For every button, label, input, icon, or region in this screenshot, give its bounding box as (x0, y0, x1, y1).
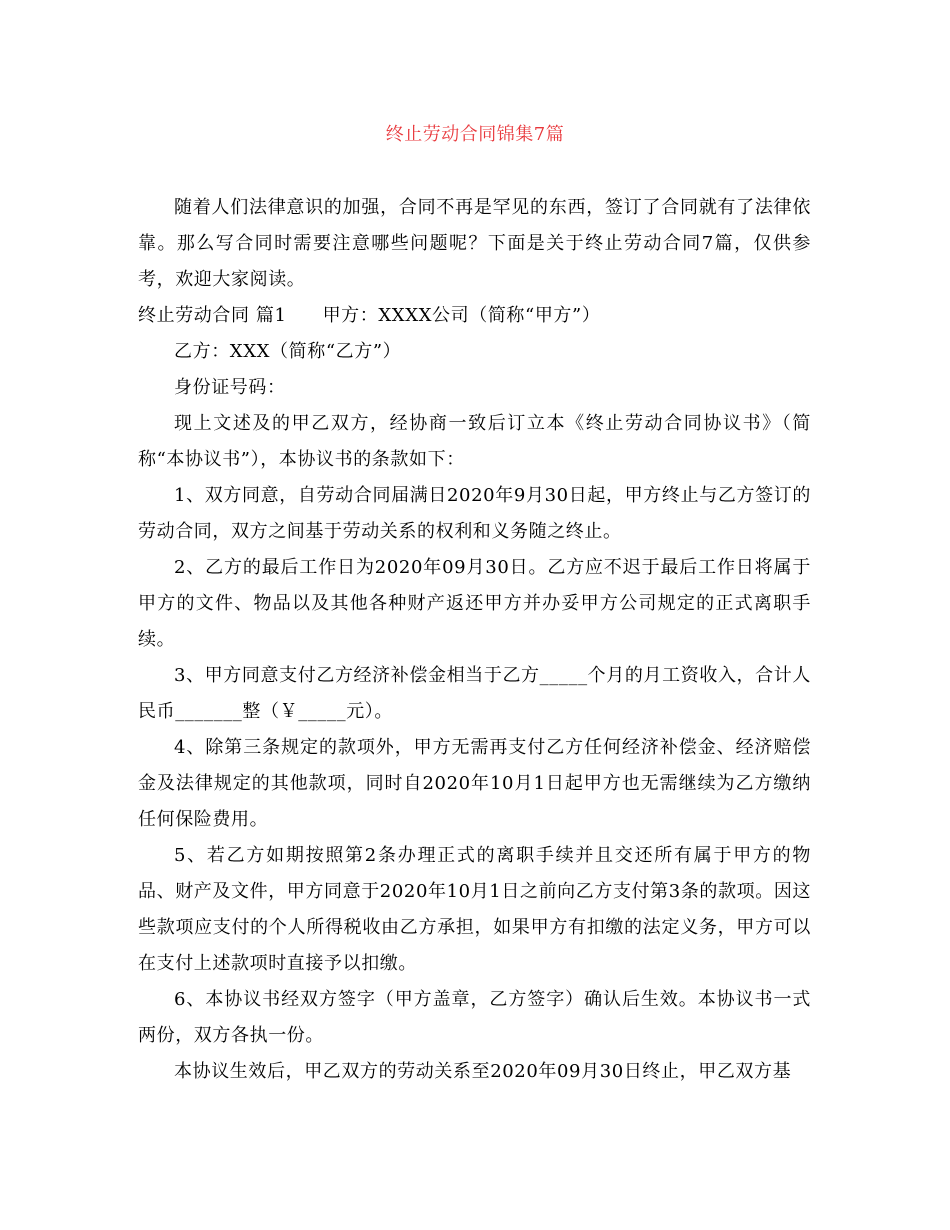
clause-5: 5、若乙方如期按照第2条办理正式的离职手续并且交还所有属于甲方的物品、财产及文件，甲方同意于2020年10月1日之前向乙方支付第3条的款项。因这些款项应支付的个人所得税收由乙方承担，如果甲方有扣缴的法定义务，甲方可以在支付上述款项时直接予以扣缴。 (138, 845, 812, 974)
section-heading-line (138, 298, 811, 334)
clause-2: 2、乙方的最后工作日为2020年09月30日。乙方应不迟于最后工作日将属于甲方的文件、物品以及其他各种财产返还甲方并办妥甲方公司规定的正式离职手续。 (138, 557, 811, 650)
document-body (138, 190, 811, 1090)
intro-paragraph: 随着人们法律意识的加强，合同不再是罕见的东西，签订了合同就有了法律依靠。那么写合同时需要注意哪些问题呢？下面是关于终止劳动合同7篇，仅供参考，欢迎大家阅读。 (138, 197, 811, 290)
closing-paragraph: 本协议生效后，甲乙双方的劳动关系至2020年09月30日终止，甲乙双方基 (174, 1061, 792, 1082)
clause-3: 3、甲方同意支付乙方经济补偿金相当于乙方_____个月的月工资收入，合计人民币_______整（￥_____元）。 (138, 665, 811, 722)
document-title: 终止劳动合同锦集7篇 (385, 124, 565, 145)
party-a: 甲方：XXXX公司（简称“甲方”） (322, 305, 601, 326)
section-heading: 终止劳动合同 篇1 (138, 305, 287, 326)
party-b: 乙方：XXX（简称“乙方”） (174, 341, 402, 362)
id-number-label: 身份证号码： (174, 377, 286, 398)
preamble-paragraph: 现上文述及的甲乙双方，经协商一致后订立本《终止劳动合同协议书》（简称“本协议书”），本协议书的条款如下： (138, 413, 811, 470)
clause-1: 1、双方同意，自劳动合同届满日2020年9月30日起，甲方终止与乙方签订的劳动合同，双方之间基于劳动关系的权利和义务随之终止。 (138, 485, 811, 542)
clause-6: 6、本协议书经双方签字（甲方盖章，乙方签字）确认后生效。本协议书一式两份，双方各执一份。 (138, 989, 811, 1046)
clause-4: 4、除第三条规定的款项外，甲方无需再支付乙方任何经济补偿金、经济赔偿金及法律规定的其他款项，同时自2020年10月1日起甲方也无需继续为乙方缴纳任何保险费用。 (138, 737, 811, 830)
